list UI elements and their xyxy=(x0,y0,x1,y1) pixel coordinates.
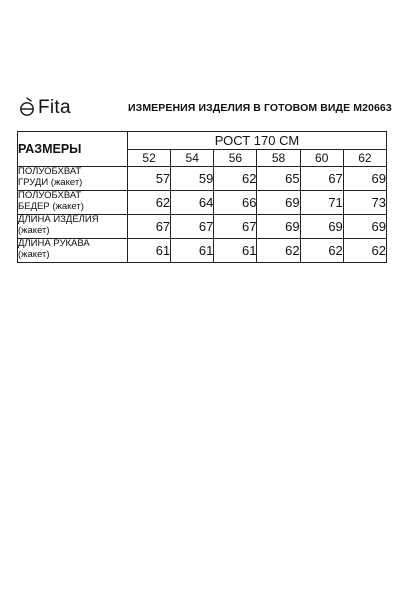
size-column-header: 56 xyxy=(214,150,257,167)
table-cell: 69 xyxy=(343,167,386,191)
height-header: РОСТ 170 СМ xyxy=(128,132,387,150)
table-cell: 61 xyxy=(171,239,214,263)
row-label: ДЛИНА ИЗДЕЛИЯ (жакет) xyxy=(18,215,128,239)
table-cell: 65 xyxy=(257,167,300,191)
table-cell: 66 xyxy=(214,191,257,215)
size-column-header: 58 xyxy=(257,150,300,167)
table-cell: 57 xyxy=(128,167,171,191)
table-cell: 67 xyxy=(128,215,171,239)
row-label: ПОЛУОБХВАТ ГРУДИ (жакет) xyxy=(18,167,128,191)
document-header xyxy=(18,96,392,118)
table-cell: 67 xyxy=(214,215,257,239)
table-cell: 69 xyxy=(257,191,300,215)
table-cell: 62 xyxy=(128,191,171,215)
table-row xyxy=(18,215,387,239)
row-label: ПОЛУОБХВАТ БЕДЕР (жакет) xyxy=(18,191,128,215)
sizes-header: РАЗМЕРЫ xyxy=(18,132,128,167)
table-cell: 62 xyxy=(214,167,257,191)
size-column-header: 62 xyxy=(343,150,386,167)
size-column-header: 60 xyxy=(300,150,343,167)
table-cell: 69 xyxy=(300,215,343,239)
table-row xyxy=(18,191,387,215)
table-cell: 61 xyxy=(128,239,171,263)
fita-logo-icon xyxy=(18,97,36,117)
table-row xyxy=(18,167,387,191)
document-title: ИЗМЕРЕНИЯ ИЗДЕЛИЯ В ГОТОВОМ ВИДЕ М20663 xyxy=(128,102,392,114)
size-column-header: 52 xyxy=(128,150,171,167)
table-row xyxy=(18,239,387,263)
table-cell: 62 xyxy=(343,239,386,263)
table-cell: 67 xyxy=(171,215,214,239)
size-column-header: 54 xyxy=(171,150,214,167)
table-cell: 69 xyxy=(343,215,386,239)
table-cell: 62 xyxy=(300,239,343,263)
table-cell: 71 xyxy=(300,191,343,215)
table-cell: 64 xyxy=(171,191,214,215)
measurements-table xyxy=(17,131,387,263)
table-cell: 61 xyxy=(214,239,257,263)
table-cell: 73 xyxy=(343,191,386,215)
row-label: ДЛИНА РУКАВА (жакет) xyxy=(18,239,128,263)
table-cell: 62 xyxy=(257,239,300,263)
table-cell: 69 xyxy=(257,215,300,239)
brand-name: Fita xyxy=(38,97,71,118)
table-header-row xyxy=(18,132,387,150)
table-cell: 67 xyxy=(300,167,343,191)
table-cell: 59 xyxy=(171,167,214,191)
